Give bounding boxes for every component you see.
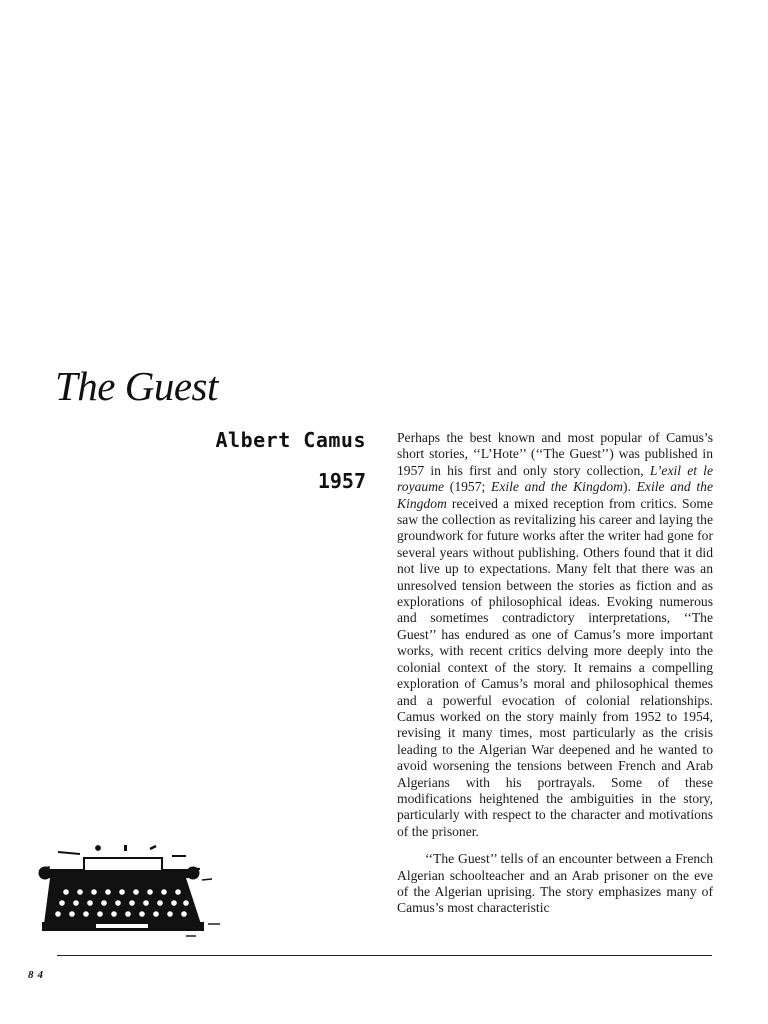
intro-text-a: Perhaps the best known and most popular of Camus’s short stories, ‘‘L’Hote’’ (‘‘The Guest’’) was published in 1957 in his first and only story collection, xyxy=(397,430,713,478)
intro-text-c: ). xyxy=(622,479,637,495)
intro-paragraph xyxy=(397,430,713,840)
intro-text-b: (1957; xyxy=(444,479,492,495)
publication-year: 1957 xyxy=(317,469,366,493)
article-body xyxy=(397,430,713,917)
author-name: Albert Camus xyxy=(215,428,366,452)
second-paragraph: ‘‘The Guest’’ tells of an encounter between a French Algerian schoolteacher and an Arab prisoner on the eve of the Algerian uprising. The story emphasizes many of Camus’s most characteristic xyxy=(397,851,713,916)
footer-divider xyxy=(57,955,712,956)
page-number: 84 xyxy=(28,969,47,981)
collection-title-french: L’exil et le royaume xyxy=(397,462,713,495)
intro-text-d: received a mixed reception from critics. Some saw the collection as revitalizing his career and laying the groundwork for future works after the writer had gone for several years without publishing. Others found that it did not live up to expectations. Many felt that there was an unresolved tension between the stories as fiction and as explorations of philosophical ideas. Evoking numerous and sometimes contradictory interpretations, ‘‘The Guest’’ has endured as one of Camus’s more important works, with recent critics delving more deeply into the colonial context of the story. It remains a compelling exploration of Camus’s moral and philosophical themes and a powerful evocation of colonial relationships. Camus worked on the story mainly from 1952 to 1954, revising it many times, most particularly as the crisis leading to the Algerian War deepened and he wanted to avoid worsening the tensions between French and Arab Algerians with his portrayals. Some of these modifications heightened the ambiguities in the story, particularly with respect to the character and motivations of the prisoner. xyxy=(397,495,713,839)
collection-title-english: Exile and the Kingdom xyxy=(491,479,623,495)
typewriter-icon xyxy=(36,842,226,942)
article-title: The Guest xyxy=(55,363,218,409)
collection-title-english-repeat: Exile and the Kingdom xyxy=(397,479,713,511)
